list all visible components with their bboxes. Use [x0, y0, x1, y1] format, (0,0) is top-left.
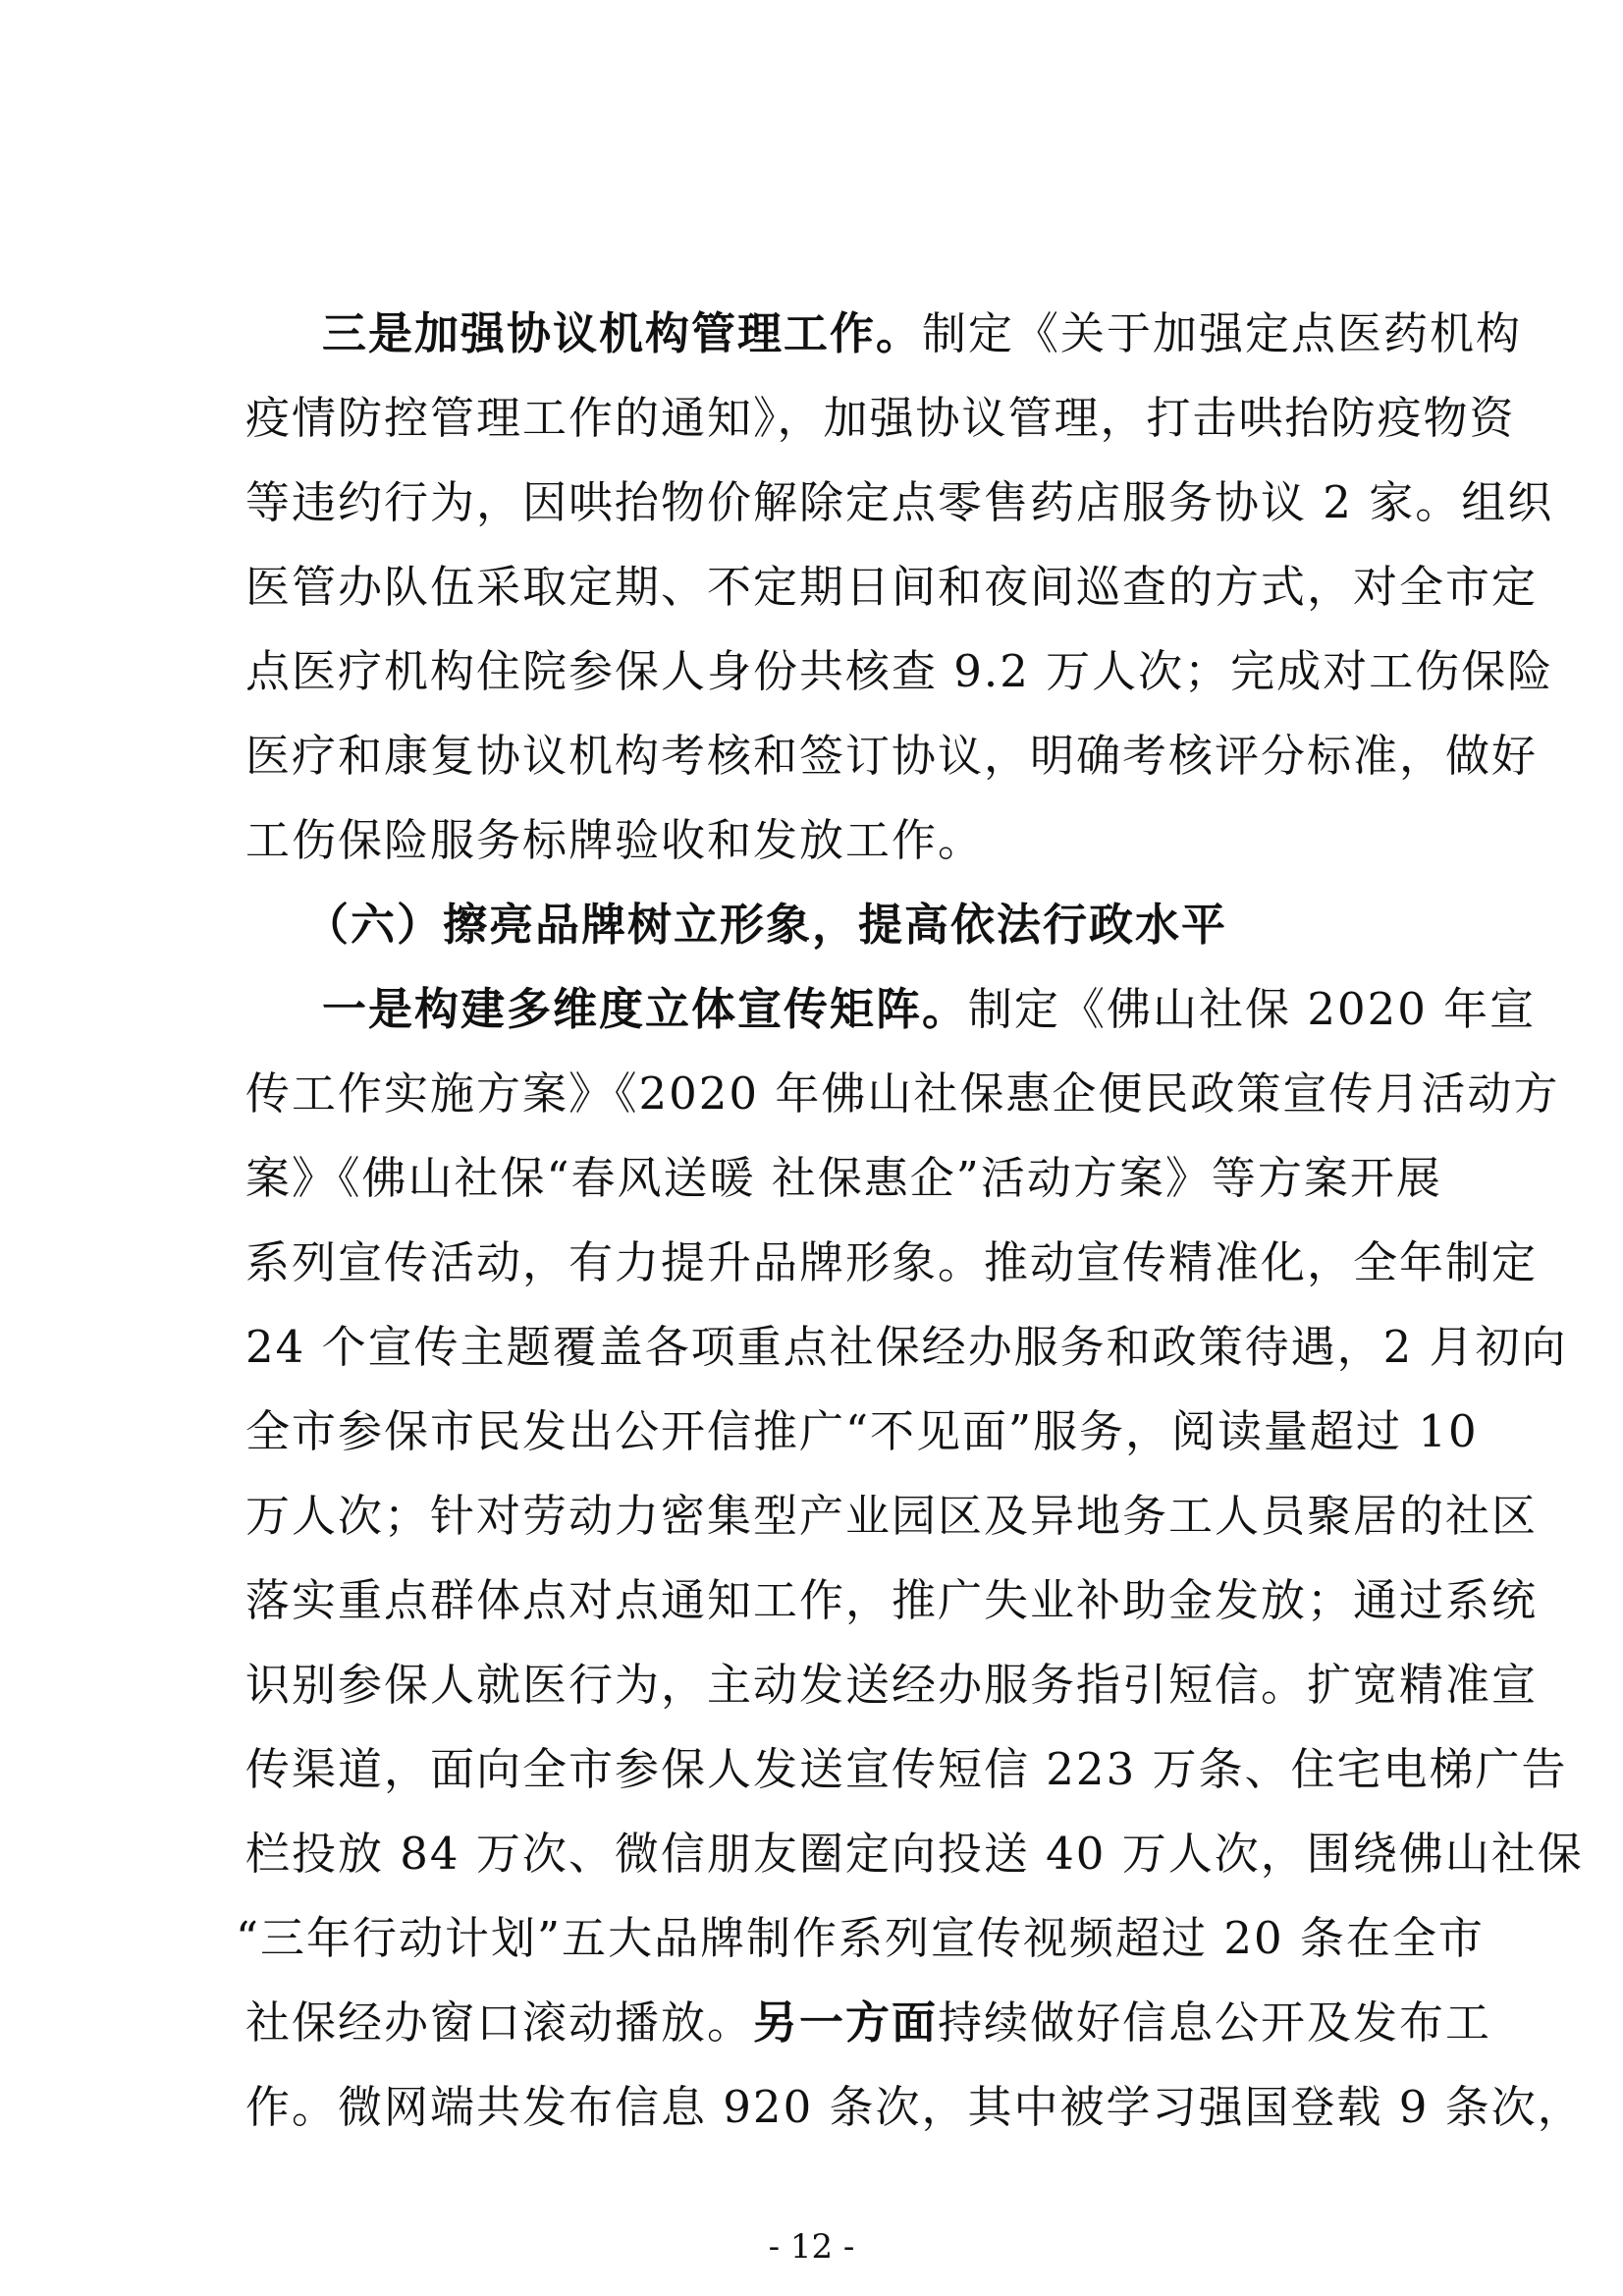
line-text: 医疗和康复协议机构考核和签订协议，明确考核评分标准，做好: [245, 730, 1539, 782]
line-text: 系列宣传活动，有力提升品牌形象。推动宣传精准化，全年制定: [245, 1236, 1539, 1288]
paragraph-line: [245, 384, 1516, 453]
line-text: 案》《佛山社保“春风送暖 社保惠企”活动方案》等方案开展: [245, 1152, 1442, 1204]
paragraph-line: [245, 1397, 1479, 1466]
line-text: 制定《关于加强定点医药机构: [922, 307, 1523, 359]
paragraph-line: [245, 1566, 1539, 1635]
line-text: 万人次；针对劳动力密集型产业园区及异地务工人员聚居的社区: [245, 1490, 1539, 1542]
page-number: - 12 -: [768, 2227, 855, 2267]
lead-phrase: 另一方面: [753, 1996, 939, 2049]
paragraph-line: [245, 637, 1554, 706]
paragraph-line: [322, 300, 1523, 368]
line-text: 持续做好信息公开及发布工: [938, 1996, 1492, 2049]
paragraph-line: [245, 1820, 1584, 1888]
paragraph-line: [245, 2073, 1584, 2142]
section-heading: [304, 891, 1430, 959]
line-text: 制定《佛山社保 2020 年宣: [968, 983, 1537, 1035]
line-text: 识别参保人就医行为，主动发送经办服务指引短信。扩宽精准宣: [245, 1659, 1539, 1711]
line-text: 传渠道，面向全市参保人发送宣传短信 223 万条、住宅电梯广告: [245, 1743, 1568, 1795]
line-text: 医管办队伍采取定期、不定期日间和夜间巡查的方式，对全市定: [245, 561, 1539, 613]
line-text: 作。微网端共发布信息 920 条次，其中被学习强国登载 9 条次，: [245, 2081, 1584, 2133]
paragraph-line: [245, 468, 1554, 537]
line-text: 等违约行为，因哄抬物价解除定点零售药店服务协议 2 家。组织: [245, 476, 1554, 528]
paragraph-line: [245, 722, 1539, 791]
paragraph-line: [245, 1989, 1492, 2057]
lead-phrase: 一是构建多维度立体宣传矩阵。: [322, 983, 969, 1035]
line-text: 疫情防控管理工作的通知》，加强协议管理，打击哄抬防疫物资: [245, 392, 1516, 444]
paragraph-line: [245, 1144, 1442, 1213]
section-heading-text: （六）擦亮品牌树立形象，提高依法行政水平: [304, 899, 1228, 951]
paragraph-line: [245, 1651, 1539, 1720]
line-text: 落实重点群体点对点通知工作，推广失业补助金发放；通过系统: [245, 1574, 1539, 1626]
paragraph-line: [236, 1904, 1485, 1973]
line-text: 栏投放 84 万次、微信朋友圈定向投送 40 万人次，围绕佛山社保: [245, 1828, 1584, 1880]
paragraph-line: [245, 1060, 1560, 1128]
lead-phrase: 三是加强协议机构管理工作。: [322, 307, 923, 359]
paragraph-line: [245, 806, 1430, 875]
paragraph-line: [245, 1313, 1568, 1382]
paragraph-line: [245, 1482, 1539, 1551]
paragraph-line: [245, 1229, 1539, 1297]
line-text: “三年行动计划”五大品牌制作系列宣传视频超过 20 条在全市: [236, 1912, 1485, 1964]
line-text: 工伤保险服务标牌验收和发放工作。: [245, 814, 985, 866]
line-text: 24 个宣传主题覆盖各项重点社保经办服务和政策待遇，2 月初向: [245, 1321, 1568, 1373]
line-text: 社保经办窗口滚动播放。: [245, 1996, 754, 2049]
paragraph-line: [245, 1735, 1568, 1804]
line-text: 点医疗机构住院参保人身份共核查 9.2 万人次；完成对工伤保险: [245, 645, 1554, 697]
paragraph-line: [322, 975, 1537, 1044]
line-text: 全市参保市民发出公开信推广“不见面”服务，阅读量超过 10: [245, 1405, 1479, 1457]
paragraph-line: [245, 553, 1539, 622]
line-text: 传工作实施方案》《2020 年佛山社保惠企便民政策宣传月活动方: [245, 1067, 1560, 1120]
